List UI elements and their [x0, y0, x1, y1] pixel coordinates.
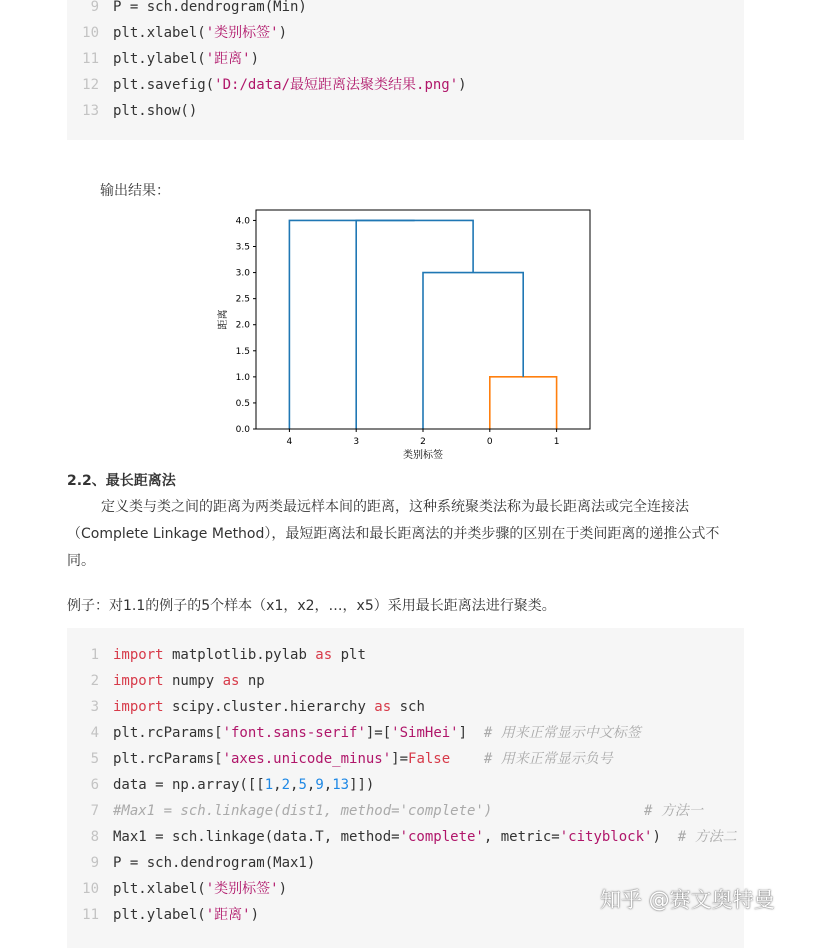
dendrogram-link: [490, 377, 557, 429]
code-token: sch: [391, 699, 425, 715]
y-tick-label: 3.0: [235, 268, 250, 279]
y-axis-label: 距离: [218, 309, 229, 330]
code-token: ): [250, 51, 260, 67]
code-token: ): [458, 77, 467, 93]
code-token: ): [278, 25, 288, 41]
y-tick-label: 0.0: [235, 425, 250, 435]
code-token: P = sch.dendrogram(Min): [113, 0, 307, 15]
code-text: [113, 876, 287, 902]
code-token: 1: [264, 777, 274, 793]
line-number: 11: [82, 51, 99, 67]
section-title: 2.2、最长距离法: [67, 473, 176, 489]
code-token: np: [239, 673, 265, 689]
code-text: [113, 694, 425, 720]
line-number: 10: [82, 25, 99, 41]
code-token: 'font.sans-serif': [222, 725, 366, 741]
dendrogram-link: [423, 273, 523, 429]
code-token: '类别标签': [205, 881, 279, 897]
dendrogram-link: [356, 220, 473, 429]
code-text: [113, 772, 374, 798]
code-token: '距离': [205, 51, 251, 67]
y-tick-label: 1.5: [235, 346, 250, 357]
code-token: matplotlib.pylab: [163, 647, 316, 663]
code-text: [113, 746, 613, 772]
code-token: ,: [290, 777, 299, 793]
code-token: plt.savefig(: [113, 77, 215, 93]
code-token: ): [250, 907, 260, 923]
code-text: [113, 20, 287, 46]
code-token: plt.rcParams[: [113, 725, 223, 741]
code-token: ]]): [349, 777, 375, 793]
code-token: '距离': [205, 907, 251, 923]
code-token: # 用来正常显示负号: [483, 751, 613, 767]
code-text: [113, 902, 259, 928]
code-token: '类别标签': [205, 25, 279, 41]
code-token: plt.show(): [113, 103, 198, 119]
code-token: plt.xlabel(: [113, 881, 206, 897]
code-token: plt.rcParams[: [113, 751, 223, 767]
line-number: 6: [90, 777, 99, 793]
code-text: [113, 72, 467, 98]
code-token: , metric=: [483, 829, 560, 845]
code-token: 5: [298, 777, 307, 793]
code-token: scipy.cluster.hierarchy: [163, 699, 375, 715]
dendrogram-link: [289, 220, 414, 429]
code-token: plt.xlabel(: [113, 25, 206, 41]
code-text: [113, 642, 366, 668]
y-tick-label: 2.5: [235, 294, 250, 305]
code-text: [113, 668, 265, 694]
code-token: False: [408, 751, 451, 767]
line-number: 10: [82, 881, 99, 897]
code-token: import: [113, 673, 164, 689]
code-token: 'axes.unicode_minus': [222, 751, 392, 767]
code-token: 'SimHei': [391, 725, 459, 741]
x-tick-label: 2: [420, 437, 426, 447]
line-number: 3: [90, 699, 99, 715]
x-axis-label: 类别标签: [403, 450, 443, 461]
y-tick-label: 1.0: [235, 372, 250, 383]
y-tick-label: 3.5: [235, 242, 250, 253]
code-block-top: [67, 0, 744, 140]
code-token: 9: [315, 777, 324, 793]
code-token: ]=[: [365, 725, 392, 741]
line-number: 9: [90, 855, 99, 871]
code-text: [113, 46, 259, 72]
dendrogram-chart: [212, 200, 612, 470]
code-token: ): [652, 829, 678, 845]
line-number: 12: [82, 77, 99, 93]
code-token: ,: [323, 777, 333, 793]
code-token: #Max1 = sch.linkage(dist1, method='complete') # 方法一: [113, 803, 703, 819]
code-text: [113, 798, 703, 824]
line-number: 2: [90, 673, 99, 689]
code-token: Max1 = sch.linkage(data.T, method=: [113, 829, 400, 845]
code-token: 'cityblock': [559, 829, 653, 845]
code-token: as: [374, 699, 392, 715]
code-token: ]: [458, 725, 484, 741]
code-text: [113, 0, 307, 20]
code-token: ,: [273, 777, 282, 793]
code-token: 'complete': [399, 829, 484, 845]
code-token: 'D:/data/最短距离法聚类结果.png': [214, 77, 459, 93]
code-token: P = sch.dendrogram(Max1): [113, 855, 316, 871]
line-number: 8: [90, 829, 99, 845]
line-number: 13: [82, 103, 99, 119]
example-text: 例子：对1.1的例子的5个样本（x1，x2，…，x5）采用最长距离法进行聚类。: [67, 598, 556, 614]
y-tick-label: 0.5: [235, 398, 250, 409]
definition-paragraph: 定义类与类之间的距离为两类最远样本间的距离，这种系统聚类法称为最长距离法或完全连接法（Complete Linkage Method），最短距离法和最长距离法的并类步骤的区别在于类间距离的递推公式不同。: [67, 499, 720, 569]
code-token: import: [113, 699, 164, 715]
line-number: 11: [82, 907, 99, 923]
code-token: plt: [332, 647, 366, 663]
code-token: numpy: [163, 673, 223, 689]
code-token: as: [222, 673, 240, 689]
code-token: import: [113, 647, 164, 663]
line-number: 7: [90, 803, 99, 819]
code-token: 13: [332, 777, 350, 793]
code-text: [113, 850, 315, 876]
code-token: 2: [281, 777, 291, 793]
line-number: 4: [90, 725, 99, 741]
code-text: [113, 98, 197, 124]
code-token: # 用来正常显示中文标签: [483, 725, 641, 741]
code-token: [450, 751, 484, 767]
x-tick-label: 1: [553, 437, 560, 447]
code-token: ): [278, 881, 288, 897]
code-token: as: [315, 647, 333, 663]
line-number: 5: [90, 751, 99, 767]
code-token: ]=: [391, 751, 409, 767]
x-tick-label: 4: [286, 437, 293, 447]
y-tick-label: 4.0: [235, 216, 250, 227]
code-token: data = np.array([[: [113, 777, 265, 793]
code-token: plt.ylabel(: [113, 907, 206, 923]
code-token: ,: [306, 777, 316, 793]
code-token: plt.ylabel(: [113, 51, 206, 67]
code-text: [113, 824, 737, 850]
line-number: 1: [90, 647, 99, 663]
y-tick-label: 2.0: [235, 320, 250, 331]
output-label: 输出结果：: [100, 183, 170, 199]
code-token: # 方法二: [677, 829, 737, 845]
code-text: [113, 720, 641, 746]
watermark: 知乎 @赛文奥特曼: [600, 888, 775, 912]
x-tick-label: 0: [486, 437, 493, 447]
x-tick-label: 3: [353, 437, 360, 447]
line-number: 9: [90, 0, 99, 15]
